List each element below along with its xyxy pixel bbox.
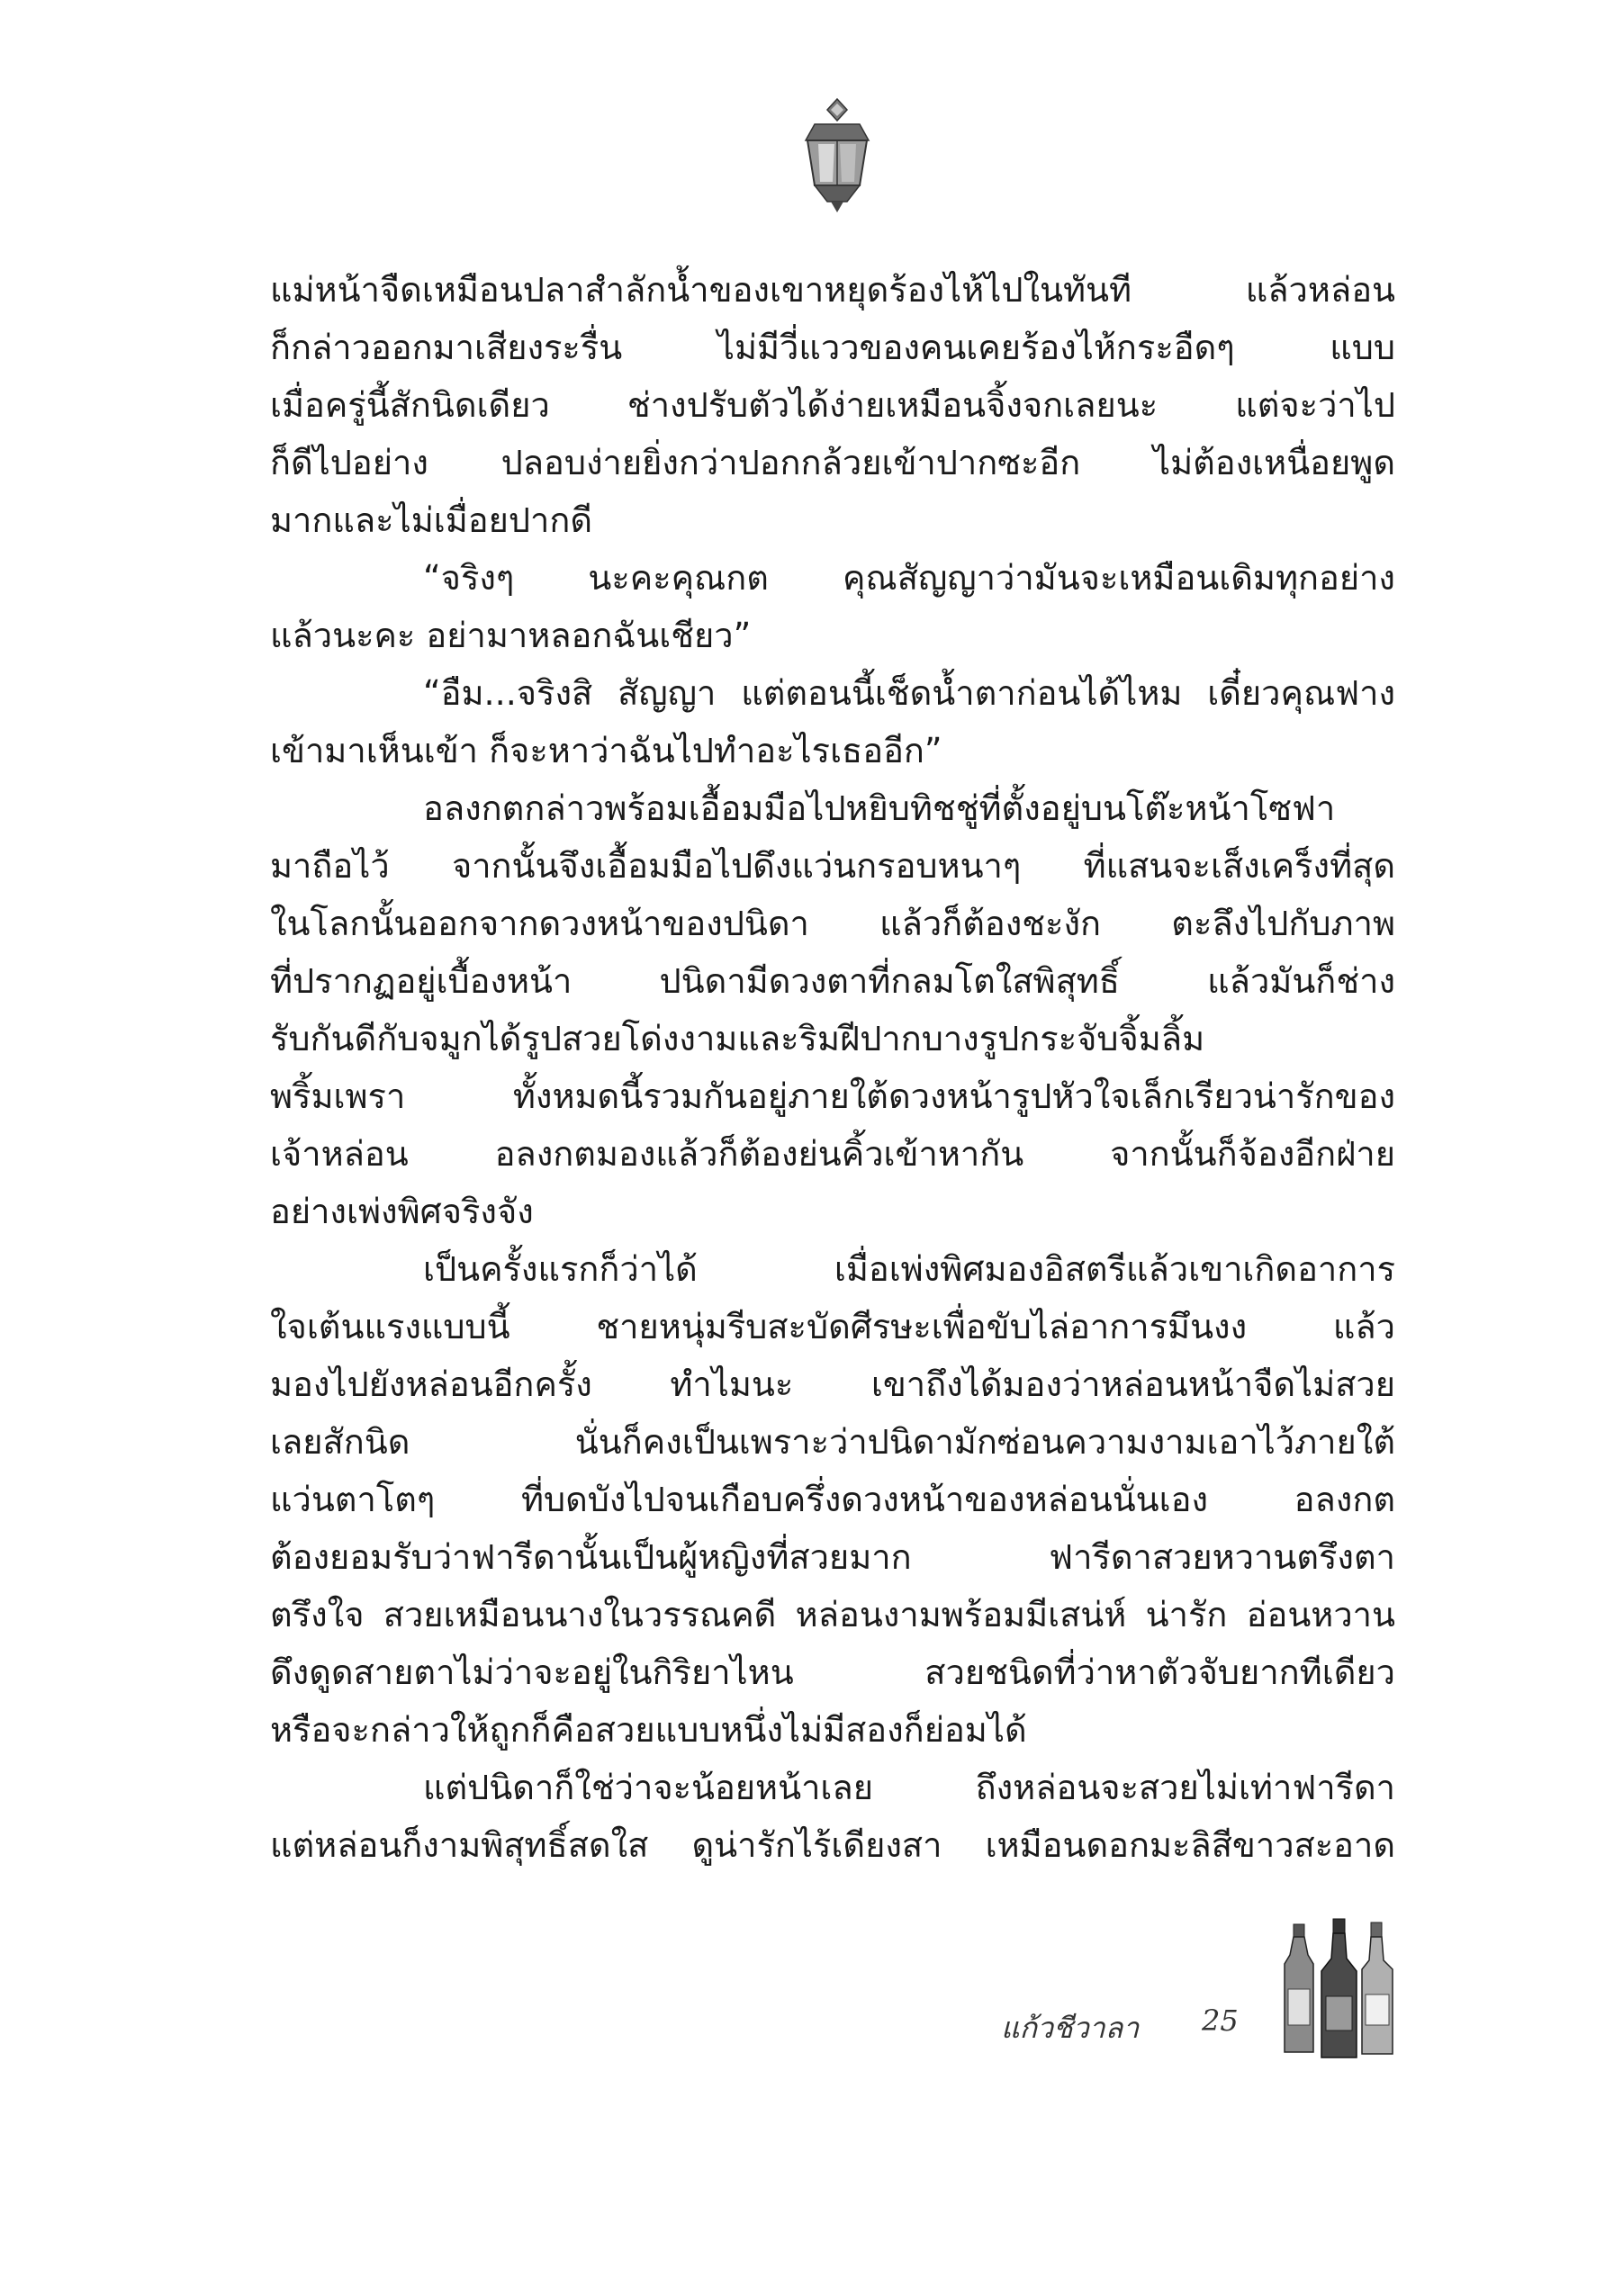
text-line: เข้ามาเห็นเข้า ก็จะหาว่าฉันไปทำอะไรเธออีก”: [270, 731, 942, 770]
text-line: มาถือไว้ จากนั้นจึงเอื้อมมือไปดึงแว่นกรอบหนาๆ ที่แสนจะเส็งเคร็งที่สุด: [270, 846, 1395, 886]
text-line: ในโลกนั้นออกจากดวงหน้าของปนิดา แล้วก็ต้องชะงัก ตะลึงไปกับภาพ: [270, 904, 1395, 943]
text-line: เจ้าหล่อน อลงกตมองแล้วก็ต้องย่นคิ้วเข้าหากัน จากนั้นก็จ้องอีกฝ่าย: [270, 1134, 1395, 1174]
text-line: แม่หน้าจืดเหมือนปลาสำลักน้ำของเขาหยุดร้องไห้ไปในทันที แล้วหล่อน: [270, 270, 1395, 310]
text-line: มองไปยังหล่อนอีกครั้ง ทำไมนะ เขาถึงได้มองว่าหล่อนหน้าจืดไม่สวย: [270, 1364, 1395, 1404]
text-line: หรือจะกล่าวให้ถูกก็คือสวยแบบหนึ่งไม่มีสองก็ย่อมได้: [270, 1710, 1027, 1750]
lantern-icon: [797, 97, 878, 214]
text-line: พริ้มเพรา ทั้งหมดนี้รวมกันอยู่ภายใต้ดวงหน้ารูปหัวใจเล็กเรียวน่ารักของ: [270, 1076, 1395, 1116]
text-line: ใจเต้นแรงแบบนี้ ชายหนุ่มรีบสะบัดศีรษะเพื่อขับไล่อาการมึนงง แล้ว: [270, 1307, 1395, 1346]
text-line: เป็นครั้งแรกก็ว่าได้ เมื่อเพ่งพิศมองอิสตรีแล้วเขาเกิดอาการ: [423, 1249, 1395, 1289]
text-line: เมื่อครู่นี้สักนิดเดียว ช่างปรับตัวได้ง่ายเหมือนจิ้งจกเลยนะ แต่จะว่าไป: [270, 385, 1395, 425]
body-text: [270, 261, 1395, 1874]
text-line: เลยสักนิด นั่นก็คงเป็นเพราะว่าปนิดามักซ่อนความงามเอาไว้ภายใต้: [270, 1422, 1395, 1462]
footer-book-title: แก้วชีวาลา: [1001, 2011, 1140, 2045]
text-line: ตรึงใจ สวยเหมือนนางในวรรณคดี หล่อนงามพร้อมมีเสน่ห์ น่ารัก อ่อนหวาน: [270, 1595, 1395, 1634]
text-line: แต่หล่อนก็งามพิสุทธิ์สดใส ดูน่ารักไร้เดียงสา เหมือนดอกมะลิสีขาวสะอาด: [270, 1825, 1395, 1865]
text-line: ก็ดีไปอย่าง ปลอบง่ายยิ่งกว่าปอกกล้วยเข้าปากซะอีก ไม่ต้องเหนื่อยพูด: [270, 443, 1395, 482]
text-line: ดึงดูดสายตาไม่ว่าจะอยู่ในกิริยาไหน สวยชนิดที่ว่าหาตัวจับยากทีเดียว: [270, 1652, 1395, 1692]
text-line: แต่ปนิดาก็ใช่ว่าจะน้อยหน้าเลย ถึงหล่อนจะสวยไม่เท่าฟารีดา: [423, 1768, 1395, 1807]
text-line: ก็กล่าวออกมาเสียงระรื่น ไม่มีวี่แววของคนเคยร้องไห้กระอืดๆ แบบ: [270, 328, 1395, 367]
text-line: “จริงๆ นะคะคุณกต คุณสัญญาว่ามันจะเหมือนเดิมทุกอย่าง: [423, 558, 1395, 598]
bottles-icon: [1283, 1917, 1395, 2061]
text-line: ที่ปรากฏอยู่เบื้องหน้า ปนิดามีดวงตาที่กลมโตใสพิสุทธิ์ แล้วมันก็ช่าง: [270, 961, 1395, 1001]
text-line: แล้วนะคะ อย่ามาหลอกฉันเชียว”: [270, 616, 752, 655]
text-line: มากและไม่เมื่อยปากดี: [270, 500, 593, 540]
text-line: “อืม...จริงสิ สัญญา แต่ตอนนี้เช็ดน้ำตาก่อนได้ไหม เดี๋ยวคุณฟาง: [423, 673, 1395, 713]
text-line: รับกันดีกับจมูกได้รูปสวยโด่งงามและริมฝีปากบางรูปกระจับจิ้มลิ้ม: [270, 1019, 1205, 1058]
page-number: 25: [1202, 2003, 1239, 2038]
text-line: ต้องยอมรับว่าฟารีดานั้นเป็นผู้หญิงที่สวยมาก ฟารีดาสวยหวานตรึงตา: [270, 1537, 1395, 1577]
text-line: อย่างเพ่งพิศจริงจัง: [270, 1192, 534, 1231]
text-line: แว่นตาโตๆ ที่บดบังไปจนเกือบครึ่งดวงหน้าของหล่อนนั่นเอง อลงกต: [270, 1480, 1395, 1519]
text-line: อลงกตกล่าวพร้อมเอื้อมมือไปหยิบทิชชู่ที่ตั้งอยู่บนโต๊ะหน้าโซฟา: [423, 788, 1336, 828]
